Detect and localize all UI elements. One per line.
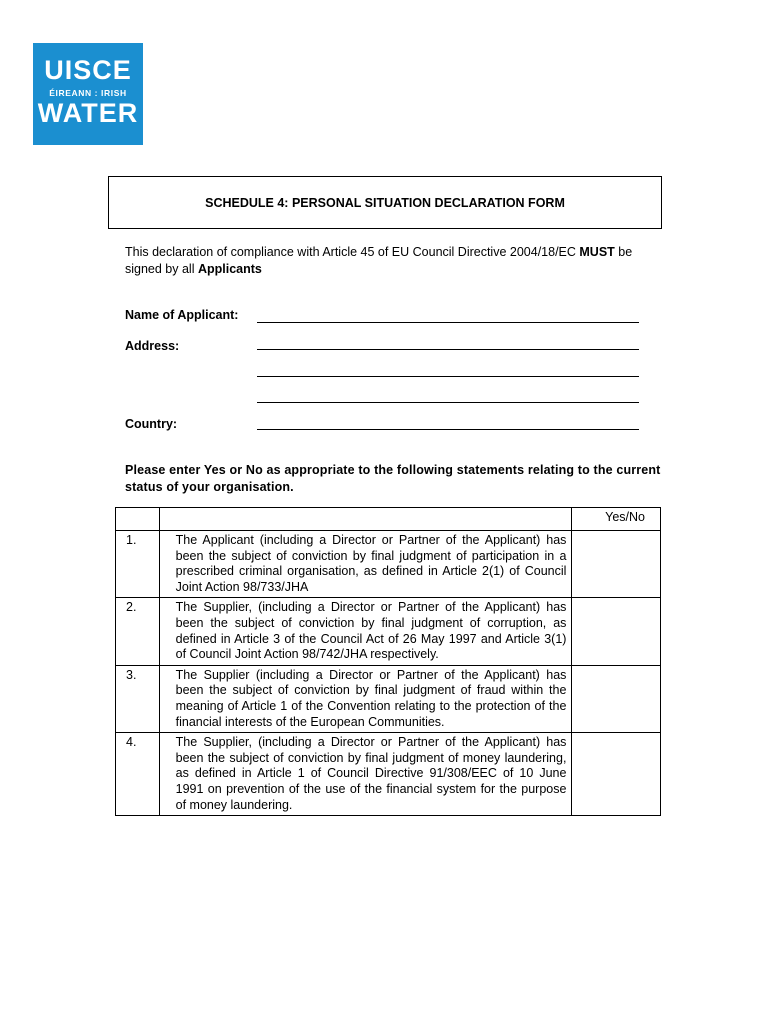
row-number: 3. bbox=[116, 665, 160, 732]
declaration-table bbox=[115, 507, 661, 816]
intro-text-part1: This declaration of compliance with Article 45 of EU Council Directive 2004/18/EC bbox=[125, 245, 580, 259]
row-statement: The Applicant (including a Director or Partner of the Applicant) has been the subject of conviction by final judgment of participation in a prescribed criminal organisation, as defined in Article 2(1) of Council Joint Action 98/733/JHA bbox=[159, 531, 572, 598]
instruction-text: Please enter Yes or No as appropriate to the following statements relating to the current status of your organisation. bbox=[125, 463, 661, 494]
address-field-line-2[interactable] bbox=[257, 376, 639, 377]
form-title: SCHEDULE 4: PERSONAL SITUATION DECLARATION FORM bbox=[205, 195, 565, 210]
row-statement: The Supplier, (including a Director or Partner of the Applicant) has been the subject of conviction by final judgment of corruption, as defined in Article 3 of the Council Act of 26 May 1997 and Article 3(1) of Council Joint Action 98/742/JHA respectively. bbox=[159, 598, 572, 665]
row-number: 4. bbox=[116, 733, 160, 816]
yes-no-answer-cell[interactable] bbox=[572, 598, 661, 665]
table-row bbox=[116, 598, 661, 665]
yes-no-answer-cell[interactable] bbox=[572, 531, 661, 598]
yes-no-answer-cell[interactable] bbox=[572, 665, 661, 732]
yes-no-header: Yes/No bbox=[572, 508, 661, 531]
intro-text-part2: be signed by all bbox=[125, 245, 633, 276]
row-number: 2. bbox=[116, 598, 160, 665]
table-row bbox=[116, 733, 661, 816]
name-of-applicant-field[interactable] bbox=[257, 322, 639, 323]
header-statement-cell bbox=[159, 508, 572, 531]
intro-paragraph bbox=[125, 244, 665, 277]
name-of-applicant-label: Name of Applicant: bbox=[125, 308, 239, 322]
logo-text-eireann-irish: ÉIREANN : IRISH bbox=[49, 88, 127, 98]
table-header-row bbox=[116, 508, 661, 531]
row-statement: The Supplier, (including a Director or Partner of the Applicant) has been the subject of conviction by final judgment of money laundering, as defined in Article 1 of Council Directive 91/308/EEC of 10 June 1991 on prevention of the use of the financial system for the purpose of money laundering. bbox=[159, 733, 572, 816]
table-row bbox=[116, 665, 661, 732]
address-label: Address: bbox=[125, 339, 180, 353]
logo-text-water: WATER bbox=[37, 98, 139, 128]
row-number: 1. bbox=[116, 531, 160, 598]
form-title-box bbox=[108, 176, 662, 229]
row-statement: The Supplier (including a Director or Partner of the Applicant) has been the subject of conviction by final judgment of fraud within the meaning of Article 1 of the Convention relating to the protection of the financial interests of the European Communities. bbox=[159, 665, 572, 732]
address-field-line-3[interactable] bbox=[257, 402, 639, 403]
country-field[interactable] bbox=[257, 429, 639, 430]
yes-no-answer-cell[interactable] bbox=[572, 733, 661, 816]
address-field-line-1[interactable] bbox=[257, 349, 639, 350]
table-row bbox=[116, 531, 661, 598]
intro-applicants: Applicants bbox=[197, 261, 262, 276]
country-label: Country: bbox=[125, 417, 178, 431]
logo-text-uisce: UISCE bbox=[44, 55, 132, 85]
header-number-cell bbox=[116, 508, 160, 531]
intro-must: MUST bbox=[579, 245, 615, 259]
uisce-eireann-logo bbox=[33, 43, 143, 145]
